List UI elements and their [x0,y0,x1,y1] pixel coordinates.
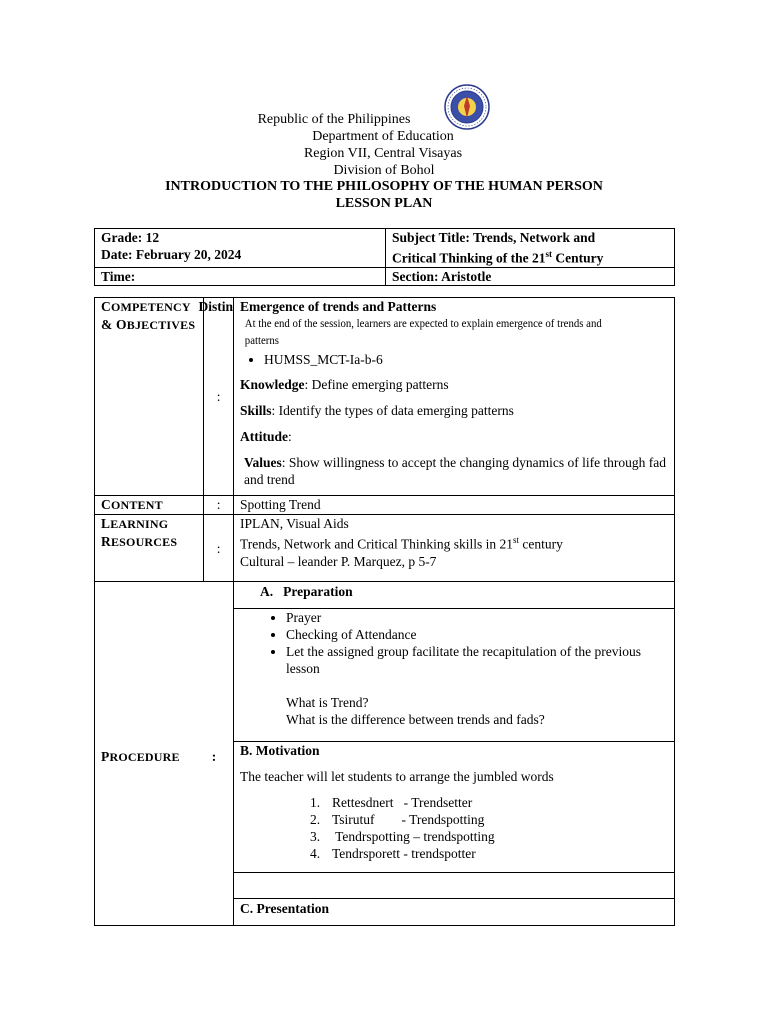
skills-line: Skills: Identify the types of data emerging patterns [239,403,514,418]
resources-line-1: IPLAN, Visual Aids [239,516,349,531]
knowledge-line: Knowledge: Define emerging patterns [239,377,449,392]
preparation-item: • Checking of Attendance [286,626,668,643]
resources-label-cell [95,515,204,582]
competency-overflow-text: Distin [198,299,233,314]
preparation-title: A. Preparation [259,584,353,599]
content-label-cell [95,496,204,515]
competency-code: • HUMSS_MCT-Ia-b-6 [264,351,674,368]
content-text: Spotting Trend [239,497,321,512]
procedure-label-cell [95,582,234,926]
resources-line-3: Cultural – leander P. Marquez, p 5-7 [239,553,437,569]
grade-text: Grade: 12 [101,230,160,245]
header-republic: Republic of the Philippines [257,112,411,127]
competency-colon-cell [198,298,234,496]
competency-content-cell [233,298,674,496]
jumbled-word-item: 3. Tendrspotting – trendspotting [309,829,495,844]
info-table [94,228,675,286]
presentation-cell [233,899,674,926]
procedure-label: PROCEDURE : [101,748,217,764]
resources-colon-cell [204,515,234,582]
subject-cell [386,229,675,268]
jumbled-word-item: 2. Tsirutuf - Trendspotting [309,812,485,827]
question-1: What is Trend? [285,695,369,710]
question-2: What is the difference between trends and fads? [285,712,545,727]
document-title: INTRODUCTION TO THE PHILOSOPHY OF THE HUMAN PERSON [165,179,603,194]
empty-cell [233,873,674,899]
subject-line-1: Subject Title: Trends, Network and [392,230,596,245]
subject-text: Critical Thinking of the 21 [392,250,546,266]
motivation-cell [233,742,674,873]
preparation-title-cell [233,582,674,609]
competency-colon: : [216,389,221,404]
motivation-title: B. Motivation [239,743,320,758]
header-department: Department of Education [312,129,454,144]
attitude-line: Attitude: [239,429,292,444]
resources-label-1: LEARNING [101,516,169,531]
competency-intro: At the end of the session, learners are expected to explain emergence of trends and patterns [244,316,602,347]
content-colon: : [216,497,221,512]
section-cell [386,267,675,285]
competency-title: Emergence of trends and Patterns [239,299,437,314]
jumbled-word-item: 4. Tendrsporett - trendspotter [309,846,476,861]
lesson-table [94,297,675,926]
preparation-item: • Prayer [286,609,668,626]
preparation-item: • Let the assigned group facilitate the recapitulation of the previous lesson [286,643,668,677]
time-cell [95,267,386,285]
competency-label-cell [95,298,204,496]
content-text-cell [233,496,674,515]
grade-date-cell [95,229,386,268]
subject-sup: st [545,249,553,259]
competency-label: COMPETENCY [101,299,191,314]
motivation-text: The teacher will let students to arrange the jumbled words [239,769,554,784]
presentation-title: C. Presentation [239,901,329,916]
content-colon-cell [204,496,234,515]
document-subtitle: LESSON PLAN [335,196,433,211]
time-text: Time: [101,268,136,284]
header-region: Region VII, Central Visayas [303,146,463,161]
preparation-content-cell [233,609,674,742]
jumbled-word-item: 1. Rettesdnert - Trendsetter [309,795,473,810]
values-line: Values: Show willingness to accept the changing dynamics of life through fad and trend [243,455,667,487]
jumbled-words-list [234,794,674,862]
section-text: Section: Aristotle [392,268,492,284]
resources-line-2: Trends, Network and Critical Thinking skills in 21st century [239,535,563,552]
competency-codes [234,351,674,368]
content-label: CONTENT [101,497,163,512]
header-division: Division of Bohol [333,163,435,178]
resources-colon: : [216,540,221,556]
objectives-label: & OBJECTIVES [101,317,196,332]
preparation-list [234,609,674,677]
resources-text-cell [233,515,674,582]
subject-line-2 [392,246,668,267]
date-text: Date: February 20, 2024 [101,247,242,262]
subject-century: Century [552,250,604,266]
resources-label-2: RESOURCES [101,534,178,549]
